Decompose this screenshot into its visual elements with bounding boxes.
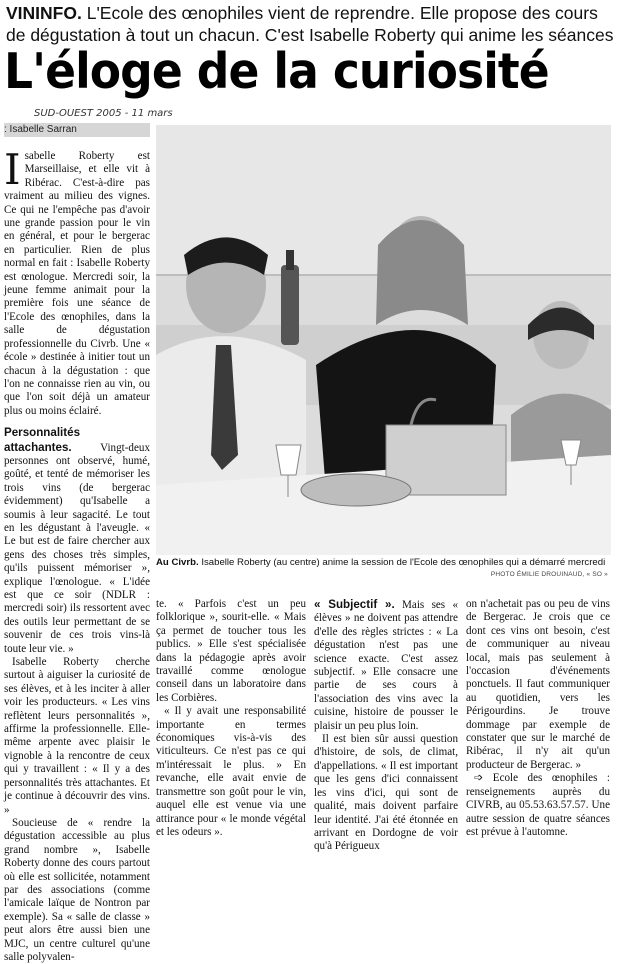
article-column-1 bbox=[4, 145, 150, 964]
article-column-3 bbox=[314, 598, 458, 854]
article-photo bbox=[156, 125, 611, 555]
handwritten-note: SUD-OUEST 2005 - 11 mars bbox=[34, 108, 173, 119]
info-paragraph: ➩ Ecole des œnophiles : renseignements auprès du CIVRB, au 05.53.63.57.57. Une autre session de quatre séances est prévue à l'automne. bbox=[466, 772, 610, 838]
subhead: Personnalités attachantes. bbox=[4, 426, 81, 454]
tasting-room-photo bbox=[156, 125, 611, 555]
paragraph: Isabelle Roberty est Marseillaise, et elle vit à Ribérac. C'est-à-dire pas vraiment au milieu des vignes. Ce qui ne l'empêche pas d'avoir une grande passion pour le vin en général, et pour le bergerac en particulier. Rien de plus normal en fait : Isabelle Roberty est œnologue. Mercredi soir, la jeune femme animait pour la première fois une séance de l'Ecole des œnophiles, dans la salle de dégustation professionnelle du Civrb. Une « école » destinée à initier tout un chacun à la dégustation : que l'on ne connaisse rien au vin, ou que l'on soit déjà un amateur plus ou moins éclairé. bbox=[4, 145, 150, 417]
paragraph: Isabelle Roberty cherche surtout à aiguiser la curiosité de ses élèves, et à les inciter à aller voir les producteurs. « Les vins reflètent leurs personnalités », affirme la professionnelle. Elle-même arpente avec plaisir le vignoble à la rencontre de ceux qui y travaillent : « Il y a des personnalités très attachantes. Et je continue à découvrir des vins. » bbox=[4, 656, 150, 816]
paragraph: Soucieuse de « rendre la dégustation accessible au plus grand nombre », Isabelle Roberty donne des cours partout où elle est sollicitée, notamment par des associations (comme l'amicale laïque de Nontron par exemple). Sa « salle de classe » peut alors être aussi bien une MJC, un centre culturel qu'une salle polyvalen- bbox=[4, 816, 150, 963]
paragraph: Il est bien sûr aussi question d'histoire, de sols, de climat, d'appellations. « Il est important que les gens d'ici connaissent les vins d'ici, qui sont de qualité, mais doivent parfaire leur identité. J'ai été étonnée en arrivant en Dordogne de voir qu'à Périgueux bbox=[314, 733, 458, 853]
caption-text: Isabelle Roberty (au centre) anime la session de l'Ecole des œnophiles qui a démarré mercredi bbox=[201, 557, 606, 568]
photo-credit: PHOTO ÉMILIE DROUINAUD, « SO » bbox=[490, 571, 608, 578]
paragraph: « Subjectif ». Mais ses « élèves » ne doivent pas attendre d'elle des règles strictes : « La dégustation n'est pas une science exacte. C'est assez subjectif. » Elle consacre une partie de ses cours à l'association des vins avec la cuisine, histoire de pousser le plaisir un peu plus loin. bbox=[314, 598, 459, 732]
kicker bbox=[6, 2, 614, 46]
paragraph: on n'achetait pas ou peu de vins de Bergerac. Je crois que ce dont ces vins ont besoin, c'est de communiquer au niveau local, mais pas seulement à l'occasion d'événements ponctuels. Il faut communiquer au quotidien, vers les Périgourdins. Je trouve dommage par exemple de constater que sur le marché de Ribérac, il n'y ait qu'un producteur de Bergerac. » bbox=[466, 598, 610, 771]
paragraph: « Il y avait une responsabilité importante en termes économiques vis-à-vis des viticulteurs. Ce n'est pas ce qui m'intéressait le plus. » En revanche, elle avait envie de transmettre son goût pour le vin, auquel elle est venue via une attirance pour « le monde végétal et les odeurs ». bbox=[156, 705, 306, 838]
article-column-2 bbox=[156, 598, 306, 839]
kicker-text: L'Ecole des œnophiles vient de reprendre. Elle propose des cours de dégustation à tout un chacun. C'est Isabelle Roberty qui anime les séances bbox=[6, 3, 614, 45]
headline: L'éloge de la curiosité bbox=[4, 43, 549, 100]
caption-lead: Au Civrb. bbox=[156, 557, 199, 568]
paragraph: Personnalités attachantes. Vingt-deux personnes ont observé, humé, goûté, et tenté de mémoriser les trois vins (de bergerac évidemment) qu'Isabelle a soumis à leur sagacité. Le tout en les dégustant à l'aveugle. « Le but est de faire chercher aux gens des choses très simples, qu'ils puissent mémoriser », explique l'œnologue. « L'idée est que ce soir (NDLR : mercredi soir) ils ressortent avec des outils leur permettant de se souvenir de ces trois vins-là toute leur vie. » bbox=[4, 426, 150, 655]
kicker-label: VININFO. bbox=[6, 3, 82, 23]
arrow-icon: ➩ bbox=[474, 772, 484, 785]
photo-caption bbox=[156, 556, 611, 569]
paragraph: te. « Parfois c'est un peu folklorique », sourit-elle. « Mais ça permet de toucher tous les publics. » Elle s'est spécialisée dans la pédagogie après avoir travaillé comme œnologue conseil dans un laboratoire dans les Corbières. bbox=[156, 598, 306, 704]
article-column-4 bbox=[466, 598, 610, 839]
subhead: « Subjectif ». bbox=[314, 598, 395, 611]
drop-cap: I bbox=[4, 145, 21, 194]
byline: : Isabelle Sarran bbox=[4, 123, 150, 137]
